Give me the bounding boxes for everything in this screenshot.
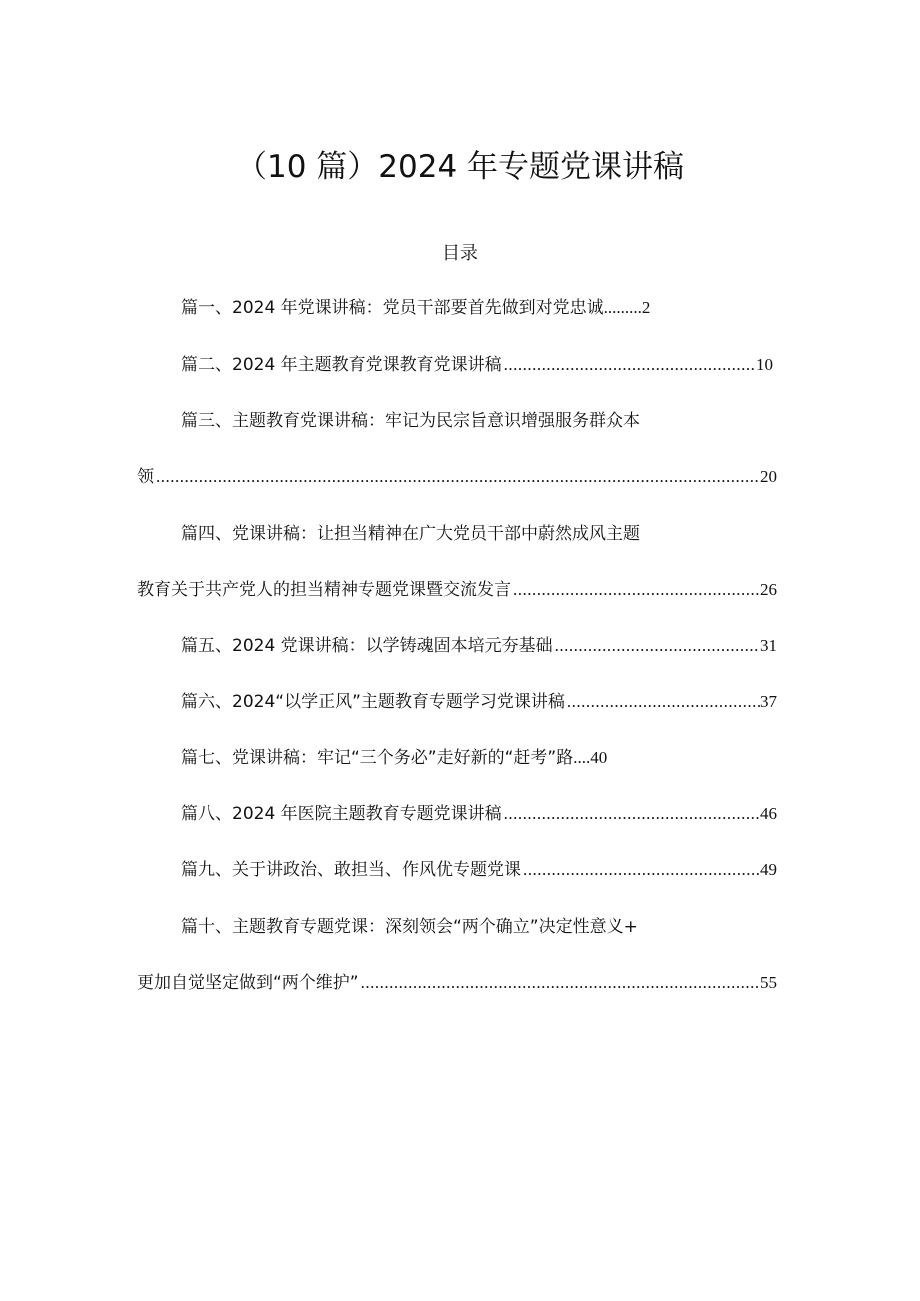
toc-entry-title: 篇二、2024 年主题教育党课教育党课讲稿 xyxy=(181,355,502,375)
toc-entry-page: 37 xyxy=(760,692,777,711)
toc-entry-page: 31 xyxy=(760,636,777,655)
toc-entry-title-cont: 领 xyxy=(137,467,154,487)
toc-entry-title-cont: 更加自觉坚定做到“两个维护” xyxy=(137,973,359,993)
toc-entry-leader xyxy=(555,632,760,660)
toc-entry-dots: ......... xyxy=(603,298,642,317)
toc-entry-page: 40 xyxy=(590,748,608,767)
toc-entry-dots: .... xyxy=(573,748,591,767)
toc-entry-8[interactable] xyxy=(181,800,777,828)
toc-entry-title: 篇八、2024 年医院主题教育专题党课讲稿 xyxy=(181,804,502,824)
toc-entry-2[interactable] xyxy=(181,351,773,379)
toc-entry-title: 篇三、主题教育党课讲稿：牢记为民宗旨意识增强服务群众本 xyxy=(181,411,640,431)
toc-entry-3[interactable] xyxy=(181,407,781,435)
document-title: （10 篇）2024 年专题党课讲稿 xyxy=(235,149,685,185)
toc-entry-title: 篇七、党课讲稿：牢记“三个务必”走好新的“赶考”路 xyxy=(181,748,574,768)
toc-entry-page: 10 xyxy=(756,355,773,374)
toc-entry-title: 篇六、2024“以学正风”主题教育专题学习党课讲稿 xyxy=(181,692,565,712)
toc-entry-1[interactable] xyxy=(181,294,741,322)
toc-entry-leader xyxy=(567,688,760,716)
toc-heading: 目录 xyxy=(442,243,478,264)
toc-entry-page: 46 xyxy=(760,804,777,823)
toc-entry-leader xyxy=(361,969,760,997)
toc-entry-10-cont[interactable] xyxy=(137,969,777,997)
toc-entry-page: 55 xyxy=(760,973,777,992)
toc-entry-3-cont[interactable] xyxy=(137,463,777,491)
toc-entry-title: 篇四、党课讲稿：让担当精神在广大党员干部中蔚然成风主题 xyxy=(181,524,640,544)
toc-entry-9[interactable] xyxy=(181,856,777,884)
toc-entry-page: 26 xyxy=(760,580,777,599)
toc-entry-5[interactable] xyxy=(181,632,777,660)
toc-entry-title: 篇九、关于讲政治、敢担当、作风优专题党课 xyxy=(181,860,521,880)
toc-entry-10[interactable] xyxy=(181,913,781,941)
toc-entry-leader xyxy=(504,351,756,379)
toc-entry-page: 2 xyxy=(641,298,651,317)
toc-entry-page: 49 xyxy=(760,860,777,879)
toc-entry-title: 篇十、主题教育专题党课：深刻领会“两个确立”决定性意义+ xyxy=(181,917,638,937)
toc-entry-7[interactable] xyxy=(181,744,741,772)
toc-entry-page: 20 xyxy=(760,467,777,486)
toc-entry-leader xyxy=(504,800,760,828)
toc-entry-title-cont: 教育关于共产党人的担当精神专题党课暨交流发言 xyxy=(137,580,511,600)
toc-entry-title: 篇五、2024 党课讲稿：以学铸魂固本培元夯基础 xyxy=(181,636,553,656)
toc-entry-title: 篇一、2024 年党课讲稿：党员干部要首先做到对党忠诚 xyxy=(181,298,604,318)
toc-entry-6[interactable] xyxy=(181,688,777,716)
toc-entry-leader xyxy=(513,576,760,604)
toc-entry-4-cont[interactable] xyxy=(137,576,777,604)
toc-entry-leader xyxy=(523,856,760,884)
toc-entry-leader xyxy=(156,463,760,491)
toc-entry-4[interactable] xyxy=(181,520,781,548)
